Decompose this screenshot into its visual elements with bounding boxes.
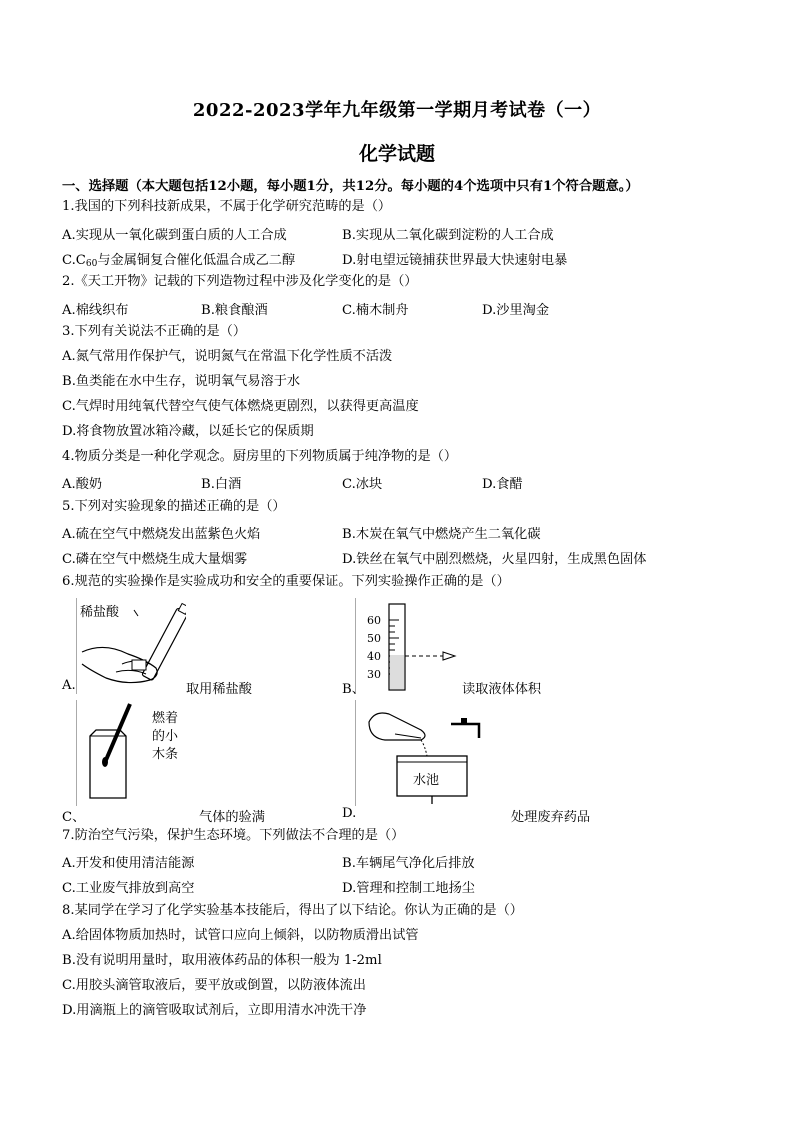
question-8-option-d: D.用滴瓶上的滴管吸取试剂后，立即用清水冲洗干净 — [62, 1003, 367, 1018]
label-leader-line — [134, 610, 138, 616]
question-4-option-a: A.酸奶 — [62, 477, 103, 492]
figure-b-read-cylinder — [355, 598, 465, 694]
exam-title: 2022-2023学年九年级第一学期月考试卷（一） — [192, 100, 602, 121]
question-2-option-b: B.粮食酿酒 — [201, 303, 268, 318]
tick-40: 40 — [367, 650, 381, 663]
test-tube — [369, 713, 425, 740]
question-8-stem: 8.某同学在学习了化学实验基本技能后，得出了以下结论。你认为正确的是（） — [62, 903, 523, 918]
figure-a-letter: A. — [62, 678, 76, 693]
figure-b-letter: B、 — [342, 682, 365, 697]
gas-bottle — [90, 730, 126, 798]
question-3-stem: 3.下列有关说法不正确的是（） — [62, 324, 247, 339]
eye-icon — [443, 652, 455, 660]
liquid — [390, 655, 404, 689]
question-3-option-a: A.氮气常用作保护气，说明氮气在常温下化学性质不活泼 — [62, 349, 393, 364]
question-3-option-b: B.鱼类能在水中生存，说明氧气易溶于水 — [62, 374, 301, 389]
figure-d-caption: 处理废弃药品 — [511, 810, 591, 825]
tick-30: 30 — [367, 668, 381, 681]
question-4-stem: 4.物质分类是一种化学观念。厨房里的下列物质属于纯净物的是（） — [62, 449, 458, 464]
question-2-stem: 2.《天工开物》记载的下列造物过程中涉及化学变化的是（） — [62, 274, 418, 289]
question-7-stem: 7.防治空气污染，保护生态环境。下列做法不合理的是（） — [62, 828, 405, 843]
question-7-option-b: B.车辆尾气净化后排放 — [342, 856, 475, 871]
question-2-option-a: A.棉线织布 — [62, 303, 129, 318]
question-5-option-a: A.硫在空气中燃烧发出蓝紫色火焰 — [62, 527, 261, 542]
section-heading: 一、选择题（本大题包括12小题，每小题1分，共12分。每小题的4个选项中只有1个符合题意。） — [62, 179, 639, 194]
question-1-option-c — [62, 249, 295, 269]
option-c-prefix: C.C — [62, 253, 86, 268]
option-c-text: 与金属铜复合催化低温合成乙二醇 — [97, 253, 296, 268]
question-3-option-d: D.将食物放置冰箱冷藏，以延长它的保质期 — [62, 424, 314, 439]
question-3-option-c: C.气焊时用纯氧代替空气使气体燃烧更剧烈，以获得更高温度 — [62, 399, 419, 414]
question-5-stem: 5.下列对实验现象的描述正确的是（） — [62, 499, 286, 514]
c60-subscript: 60 — [85, 259, 98, 269]
figure-c-caption: 气体的验满 — [199, 810, 265, 825]
sink-label: 水池 — [413, 773, 440, 788]
figure-a-caption: 取用稀盐酸 — [186, 682, 252, 697]
question-5-option-c: C.磷在空气中燃烧生成大量烟雾 — [62, 552, 248, 567]
question-1-option-a: A.实现从一氧化碳到蛋白质的人工合成 — [62, 228, 287, 243]
pouring-stream — [421, 740, 427, 756]
figure-d-waste-disposal — [355, 700, 495, 806]
question-2-option-d: D.沙里淘金 — [482, 303, 550, 318]
question-1-option-b: B.实现从二氧化碳到淀粉的人工合成 — [342, 228, 554, 243]
figure-b-caption: 读取液体体积 — [462, 682, 542, 697]
question-1-stem: 1.我国的下列科技新成果，不属于化学研究范畴的是（） — [62, 199, 392, 214]
question-7-option-a: A.开发和使用清洁能源 — [62, 856, 195, 871]
faucet-handle — [461, 718, 467, 724]
tick-50: 50 — [367, 632, 381, 645]
question-4-option-d: D.食醋 — [482, 477, 523, 492]
question-8-option-b: B.没有说明用量时，取用液体药品的体积一般为 1-2ml — [62, 953, 382, 968]
question-4-option-b: B.白酒 — [201, 477, 242, 492]
question-2-option-c: C.楠木制舟 — [342, 303, 409, 318]
splint-label-3: 木条 — [152, 747, 179, 762]
question-8-option-c: C.用胶头滴管取液后，要平放或倒置，以防液体流出 — [62, 978, 366, 993]
figure-c-letter: C、 — [62, 810, 86, 825]
dropper-bottle — [142, 603, 186, 681]
faucet — [451, 724, 479, 738]
tick-60: 60 — [367, 614, 381, 627]
exam-subtitle: 化学试题 — [358, 143, 435, 165]
question-6-stem: 6.规范的实验操作是实验成功和安全的重要保证。下列实验操作正确的是（） — [62, 574, 510, 589]
acid-label: 稀盐酸 — [80, 605, 120, 620]
splint-label-2: 的小 — [152, 729, 179, 744]
flame-icon — [102, 757, 108, 767]
question-7-option-d: D.管理和控制工地扬尘 — [342, 881, 475, 896]
question-4-option-c: C.冰块 — [342, 477, 383, 492]
question-5-option-d: D.铁丝在氧气中剧烈燃烧，火星四射，生成黑色固体 — [342, 552, 647, 567]
question-1-option-d: D.射电望远镜捕获世界最大快速射电暴 — [342, 253, 568, 268]
splint-label-1: 燃着 — [152, 711, 179, 726]
question-5-option-b: B.木炭在氧气中燃烧产生二氧化碳 — [342, 527, 541, 542]
figure-d-letter: D. — [342, 806, 357, 821]
figure-a-take-acid — [76, 598, 186, 694]
stopper — [132, 660, 146, 670]
figure-c-gas-check — [76, 700, 206, 806]
question-8-option-a: A.给固体物质加热时，试管口应向上倾斜，以防物质滑出试管 — [62, 928, 419, 943]
question-7-option-c: C.工业废气排放到高空 — [62, 881, 195, 896]
